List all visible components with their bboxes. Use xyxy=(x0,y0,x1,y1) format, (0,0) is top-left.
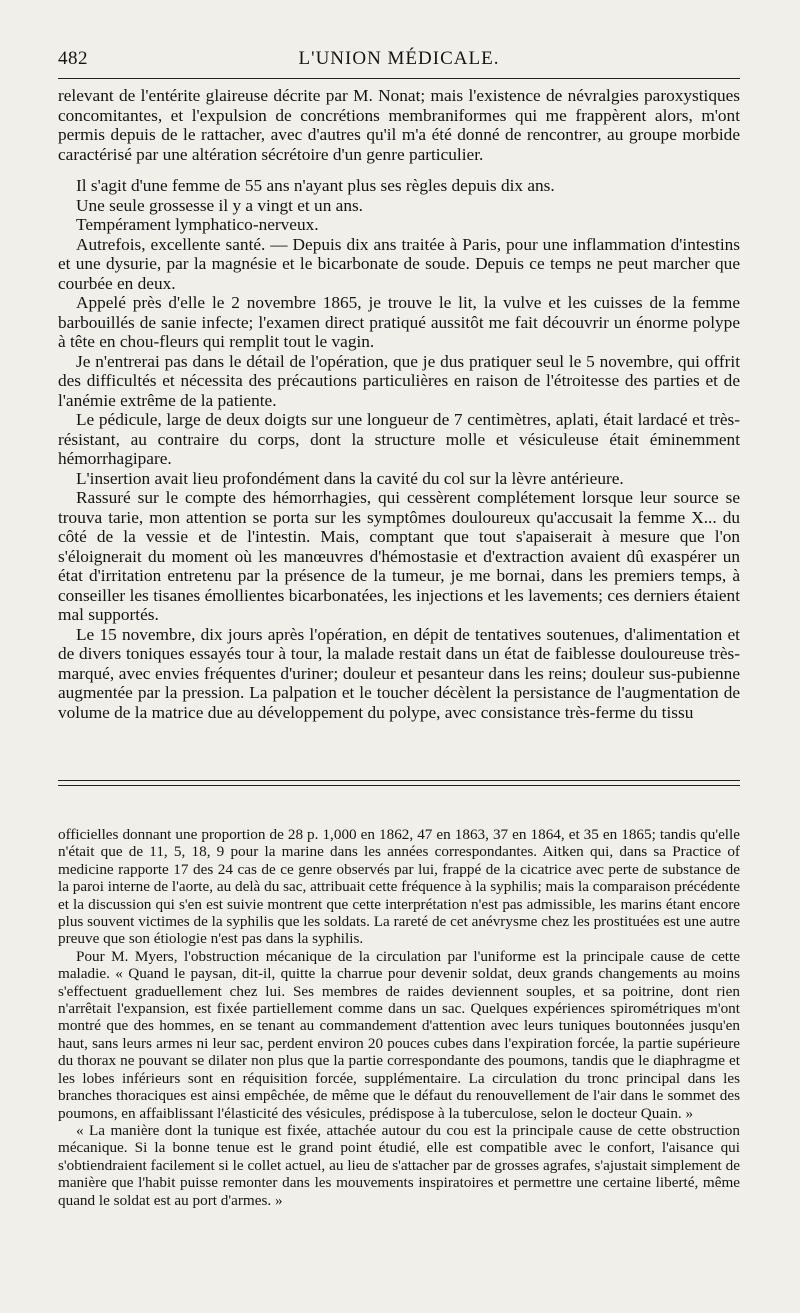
journal-title: L'UNION MÉDICALE. xyxy=(298,48,500,69)
page-header xyxy=(58,44,740,74)
main-text xyxy=(58,86,740,722)
footnote-rule xyxy=(58,780,740,786)
main-paragraph: Une seule grossesse il y a vingt et un ans. xyxy=(76,195,364,215)
header-rule xyxy=(58,78,740,79)
main-paragraph: L'insertion avait lieu profondément dans la cavité du col sur la lèvre antérieure. xyxy=(76,468,624,488)
main-paragraph: Le 15 novembre, dix jours après l'opération, en dépit de tentatives soutenues, d'alimentation et de divers toniques essayés tour à tour, la malade restait dans un état de faiblesse douloureuse très-marqué, avec envies fréquentes d'uriner; douleur et pesanteur dans les reins; douleur sus-pubienne augmentée par la pression. La palpation et le toucher décèlent la persistance de l'augmentation de volume de la matrice due au développement du polype, avec consistance très-ferme du tissu xyxy=(58,624,740,722)
footnote-paragraph: officielles donnant une proportion de 28 p. 1,000 en 1862, 47 en 1863, 37 en 1864, et 35 en 1865; tandis qu'elle n'était que de 11, 5, 18, 9 pour la marine dans les années correspondantes. Aitken qui, dans sa Practice of medicine rapporte 17 des 24 cas de ce genre observés par lui, frappé de la cicatrice avec perte de substance de la paroi interne de l'aorte, au delà du sac, attribuait cette fréquence à la syphilis; mais la comparaison précédente et la discussion qui s'en est suivie montrent que cette interprétation n'est pas admissible, les marins étant encore plus souvent victimes de la syphilis que les soldats. La rareté de cet anévrysme chez les prostituées est une autre preuve que son étiologie n'est pas dans la syphilis. xyxy=(58,826,740,948)
main-paragraph: Il s'agit d'une femme de 55 ans n'ayant plus ses règles depuis dix ans. xyxy=(76,176,555,195)
main-paragraph: Autrefois, excellente santé. — Depuis dix ans traitée à Paris, pour une inflammation d'intestins et une dysurie, par la magnésie et le bicarbonate de soude. Depuis ce temps ne peut marcher que courbée en deux. xyxy=(58,234,740,293)
main-paragraph: Le pédicule, large de deux doigts sur une longueur de 7 centimètres, aplati, était lardacé et très-résistant, au contraire du corps, dont la structure molle et vésiculeuse était éminemment hémorrhagipare. xyxy=(58,410,740,468)
main-paragraph: Tempérament lymphatico-nerveux. xyxy=(76,215,319,234)
main-paragraph: Rassuré sur le compte des hémorrhagies, qui cessèrent complétement lorsque leur source se trouva tarie, mon attention se porta sur les symptômes douloureux qu'accusait la femme X... du côté de la vessie et de l'intestin. Mais, comptant que tout s'apaiserait à mesure que l'on s'éloignerait du moment où les manœuvres d'hémostasie et d'extraction avaient dû exaspérer un état d'irritation entretenu par la présence de la tumeur, je me bornai, dans les premiers temps, à conseiller les tisanes émollientes bicarbonatées, les injections et les lavements; ces derniers étaient mal supportés. xyxy=(58,488,740,624)
footnote-text xyxy=(58,826,740,1209)
main-paragraph: Appelé près d'elle le 2 novembre 1865, je trouve le lit, la vulve et les cuisses de la femme barbouillés de sanie infecte; l'examen direct pratiqué aussitôt me fait découvrir un énorme polype à tête en chou-fleurs qui remplit tout le vagin. xyxy=(58,293,740,351)
main-paragraph: relevant de l'entérite glaireuse décrite par M. Nonat; mais l'existence de névralgies paroxystiques concomitantes, et l'expulsion de concrétions membraniformes qui me frappèrent alors, m'ont permis depuis de le rattacher, avec d'autres qu'il m'a été donné de rencontrer, au groupe morbide caractérisé par une altération sécrétoire d'un genre particulier. xyxy=(58,86,740,164)
footnote-paragraph: Pour M. Myers, l'obstruction mécanique de la circulation par l'uniforme est la principale cause de cette maladie. « Quand le paysan, dit-il, quitte la charrue pour devenir soldat, deux grands changements au moins s'effectuent graduellement chez lui. Ses membres de raides deviennent souples, et sa poitrine, dont rien n'arrêtait l'expansion, est fixée partiellement comme dans un sac. Quelques expériences spirométriques m'ont montré que des hommes, en se tenant au commandement d'attention avec leurs tuniques boutonnées jusqu'en haut, sans leurs armes ni leur sac, perdent environ 20 pouces cubes dans l'expiration forcée, la partie supérieure du thorax ne pouvant se dilater non plus que la partie correspondante des poumons, tandis que le diaphragme et les lobes inférieurs sont en réquisition forcée, supplémentaire. La circulation du tronc principal dans les branches thoraciques est ainsi empêchée, de même que le défaut du renouvellement de l'air dans le sommet des poumons, en affaiblissant l'élasticité des vésicules, prédispose à la tuberculose, selon le docteur Quain. » xyxy=(58,947,740,1122)
page-number: 482 xyxy=(58,48,88,69)
main-paragraph: Je n'entrerai pas dans le détail de l'opération, que je dus pratiquer seul le 5 novembre, qui offrit des difficultés et nécessita des précautions particulières en raison de l'étroitesse des parties et de l'anémie extrême de la patiente. xyxy=(58,351,740,410)
footnote-paragraph: « La manière dont la tunique est fixée, attachée autour du cou est la principale cause de cette obstruction mécanique. Si la bonne tenue est le grand point étudié, elle est compatible avec le confort, l'aisance qui s'obtiendraient facilement si le collet actuel, au lieu de s'attacher par de grosses agrafes, s'ajustait simplement de manière que l'habit puisse remonter dans les mouvements inspiratoires et permettre une certaine liberté, même quand le soldat est au port d'armes. » xyxy=(58,1121,740,1209)
